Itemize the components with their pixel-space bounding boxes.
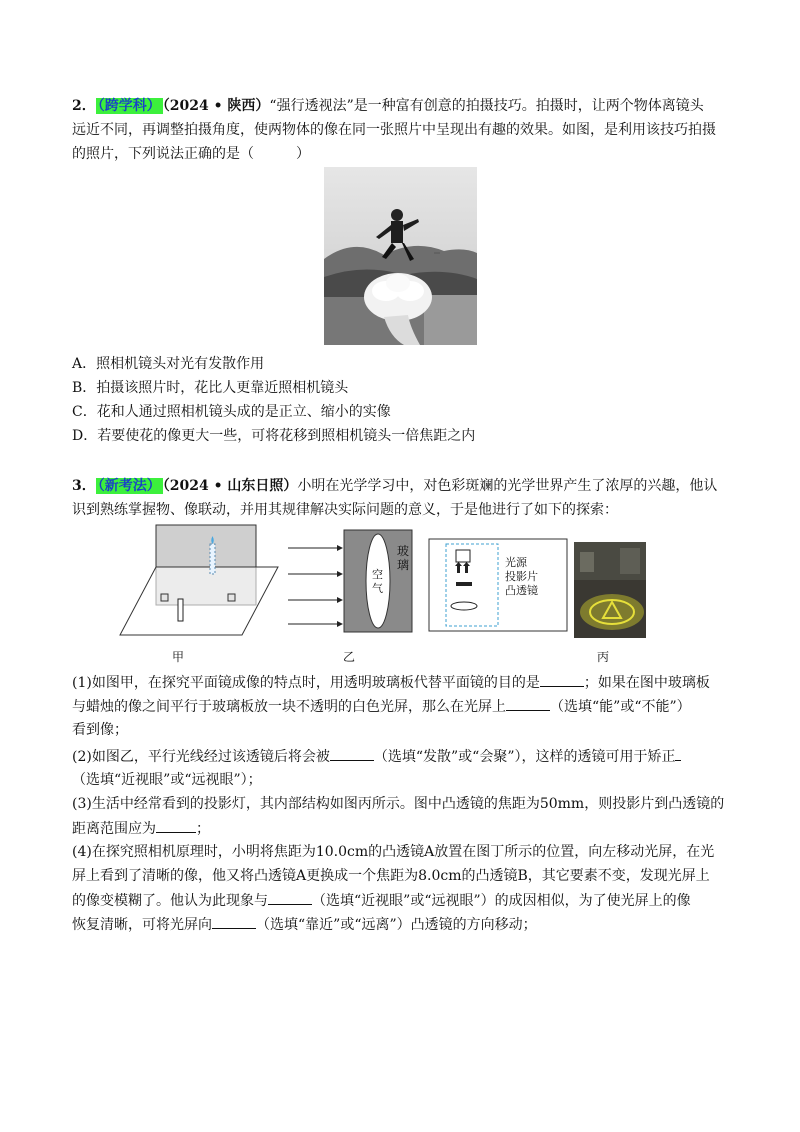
q3-p1-text-c: 与蜡烛的像之间平行于玻璃板放一块不透明的白色光屏，那么在光屏上 <box>72 699 506 715</box>
q3-p4-blank-1 <box>268 890 312 905</box>
q3-p4-line-1: (4)在探究照相机原理时，小明将焦距为10.0cm的凸透镜A放置在图丁所示的位置，向左移动光屏，在光 <box>72 844 715 860</box>
q2-photo-drawing <box>324 167 477 345</box>
q3-p4-blank-2 <box>212 914 256 929</box>
q3-p4-line-2: 屏上看到了清晰的像，他又将凸透镜A更换成一个焦距为8.0cm的凸透镜B，其它要素不变，发现光屏上 <box>72 868 710 884</box>
projector-photo-drawing <box>574 542 646 638</box>
label-bing: 丙 <box>597 650 610 664</box>
q3-p3-blank <box>156 818 196 833</box>
figure-jia <box>118 522 280 644</box>
q2-number: 2． <box>72 98 96 114</box>
q3-p2-line-1 <box>72 746 681 767</box>
q3-p2-line-2: （选填“近视眼”或“远视眼”）； <box>72 772 262 788</box>
q3-p2-blank-1 <box>330 746 374 761</box>
q2-line-2: 远近不同，再调整拍摄角度，使两物体的像在同一张照片中呈现出有趣的效果。如图，是利用该技巧拍摄 <box>72 122 716 138</box>
q3-p1-line-1 <box>72 672 710 693</box>
q2-text-1: “强行透视法”是一种富有创意的拍摄技巧。拍摄时，让两个物体离镜头 <box>269 98 704 114</box>
q3-p1-blank-2 <box>506 696 550 711</box>
label-yi: 乙 <box>343 650 356 664</box>
q2-line-1 <box>72 96 704 116</box>
q3-line-2: 识到熟练掌握物、像联动，并用其规律解决实际问题的意义，于是他进行了如下的探索： <box>72 502 618 518</box>
q2-source: （2024 • 陕西） <box>162 98 270 114</box>
q3-p2-blank-2 <box>675 746 681 761</box>
q3-p1-line-2 <box>72 696 691 717</box>
q3-p4-line-4 <box>72 914 537 935</box>
q3-p3-line-2 <box>72 818 210 839</box>
q3-number: 3． <box>72 478 96 494</box>
label-jia: 甲 <box>172 650 185 664</box>
q3-p1-text-d: （选填“能”或“不能”） <box>550 699 691 715</box>
q2-tag: （跨学科） <box>97 98 161 114</box>
figure-bing <box>428 538 568 632</box>
q3-p4-text-f: （选填“靠近”或“远离”）凸透镜的方向移动； <box>256 917 537 933</box>
q3-p3-text-b: 距离范围应为 <box>72 821 156 837</box>
q3-p4-text-d: （选填“近视眼”或“远视眼”）的成因相似，为了使光屏上的像 <box>312 893 691 909</box>
q3-p4-text-c: 的像变模糊了。他认为此现象与 <box>72 893 268 909</box>
q2-option-c: C．花和人通过照相机镜头成的是正立、缩小的实像 <box>72 404 391 420</box>
projector-label-light: 光源 <box>505 556 527 569</box>
q3-p3-line-1: (3)生活中经常看到的投影灯，其内部结构如图丙所示。图中凸透镜的焦距为50mm，则投影片到凸透镜的 <box>72 796 725 812</box>
q3-p1-line-3: 看到像； <box>72 722 128 738</box>
projector-photo <box>574 542 646 638</box>
q2-line-3: 的照片，下列说法正确的是（ ） <box>72 146 310 162</box>
q3-tag: （新考法） <box>97 478 161 494</box>
air-label: 空气 <box>372 568 383 595</box>
q3-p1-text-a: (1)如图甲，在探究平面镜成像的特点时，用透明玻璃板代替平面镜的目的是 <box>72 675 540 691</box>
q2-option-d: D．若要使花的像更大一些，可将花移到照相机镜头一倍焦距之内 <box>72 428 476 444</box>
projector-label-lens: 凸透镜 <box>505 584 538 597</box>
q3-line-1 <box>72 476 717 496</box>
q2-option-b: B．拍摄该照片时，花比人更靠近照相机镜头 <box>72 380 349 396</box>
q3-p2-text-a: (2)如图乙，平行光线经过该透镜后将会被 <box>72 749 330 765</box>
q3-source: （2024 • 山东日照） <box>162 478 298 494</box>
q2-photo <box>324 167 477 345</box>
q2-option-a: A．照相机镜头对光有发散作用 <box>72 356 265 372</box>
q3-p4-line-3 <box>72 890 691 911</box>
glass-label: 玻璃 <box>397 544 410 572</box>
q3-p4-text-e: 恢复清晰，可将光屏向 <box>72 917 212 933</box>
q3-p2-text-b: （选填“发散”或“会聚”），这样的透镜可用于矫正 <box>373 749 676 765</box>
q3-text-1: 小明在光学学习中，对色彩斑斓的光学世界产生了浓厚的兴趣，他认 <box>297 478 718 494</box>
q3-p1-text-b: ；如果在图中玻璃板 <box>583 675 710 691</box>
q3-p1-blank-1 <box>540 672 584 687</box>
projector-label-slide: 投影片 <box>505 570 538 583</box>
q3-p3-text-c: ； <box>196 821 210 837</box>
